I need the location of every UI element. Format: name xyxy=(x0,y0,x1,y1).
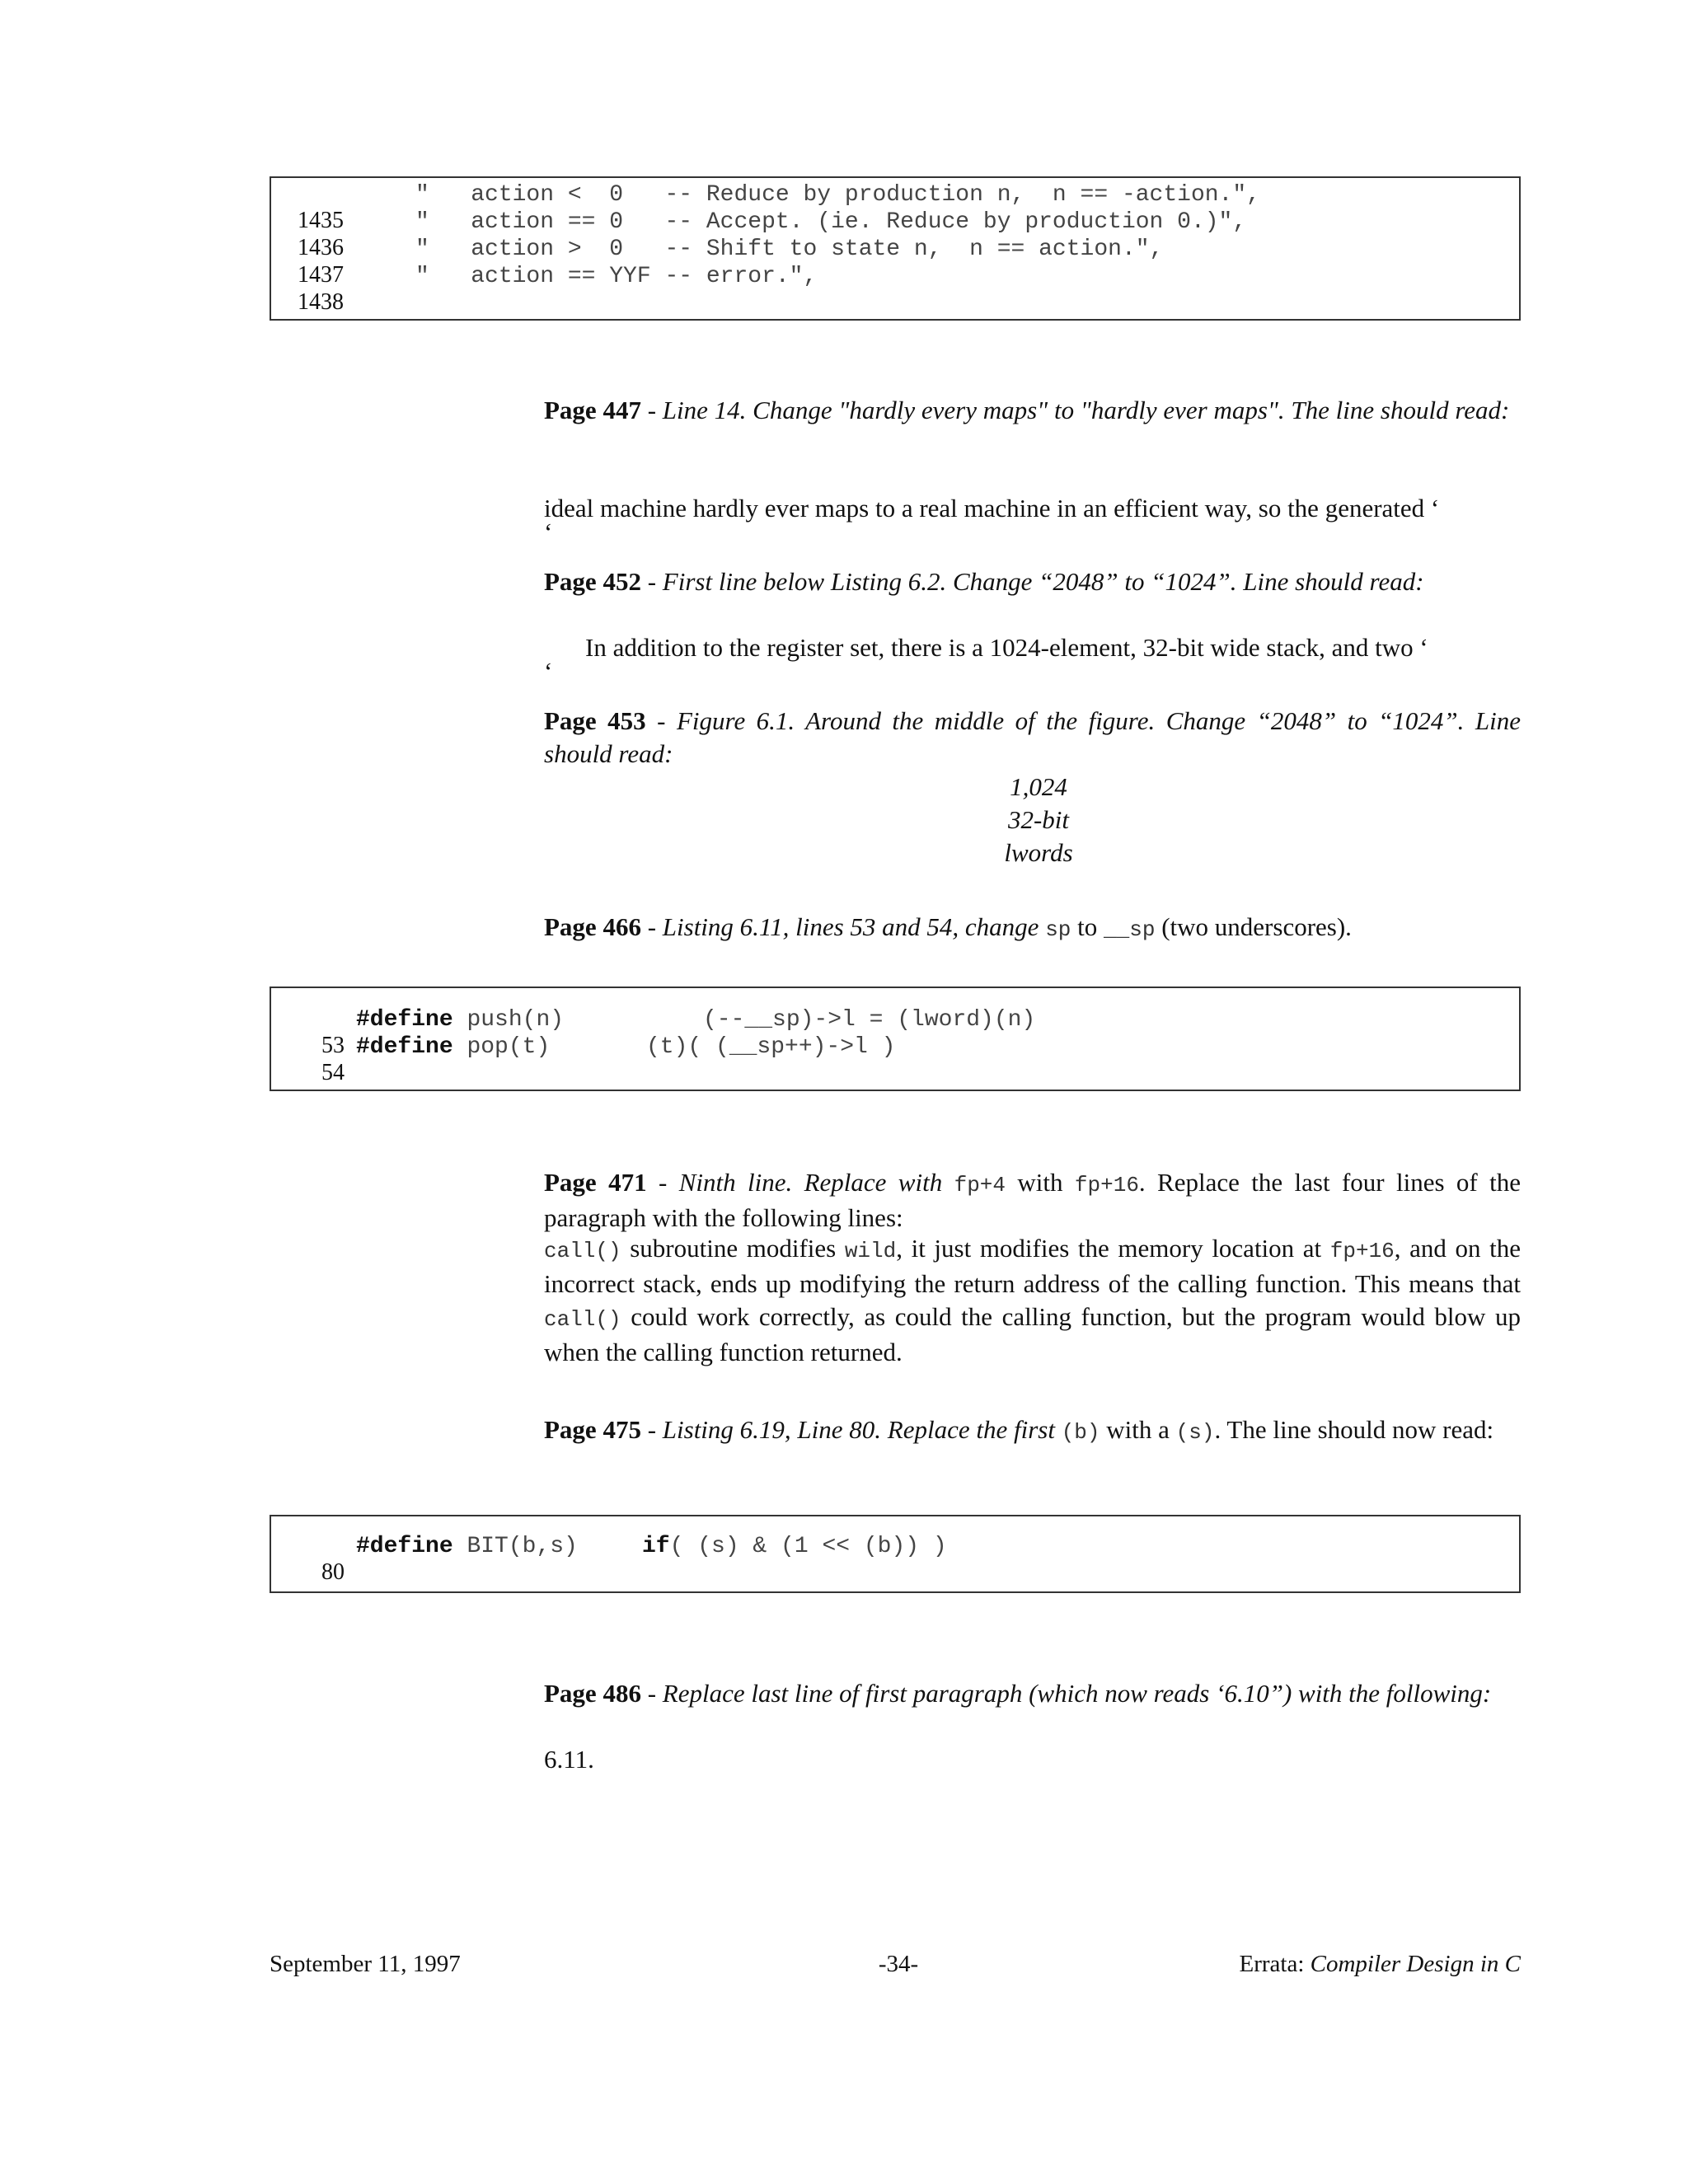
line-number: 53 xyxy=(321,1033,345,1058)
erratum-page-447 xyxy=(544,394,1521,427)
instruction: Listing 6.11, lines 53 and 54, change xyxy=(662,912,1046,941)
page-reference: Page 447 xyxy=(544,396,641,424)
paragraph-text: , it just modifies the memory location at xyxy=(896,1234,1330,1263)
macro-name: pop(t) xyxy=(467,1034,551,1060)
line-number: 1435 xyxy=(298,208,344,233)
figure-line: 1,024 xyxy=(1010,772,1067,801)
macro-body: (--__sp)->l = (lword)(n) xyxy=(703,1007,1036,1033)
book-title: Compiler Design in C xyxy=(1310,1951,1521,1977)
separator: - xyxy=(640,567,663,596)
page-reference: Page 453 xyxy=(544,706,646,735)
macro-name: push(n) xyxy=(467,1007,565,1033)
footer-book-title xyxy=(1239,1949,1521,1979)
line-number: 1437 xyxy=(298,262,344,288)
line-number: 1438 xyxy=(298,289,344,315)
paragraph-text: could work correctly, as could the calling function, but the program would blow up when the calling function returned. xyxy=(544,1302,1521,1366)
figure-label xyxy=(956,771,1121,869)
code-snippet: __sp xyxy=(1104,917,1156,942)
erratum-page-486 xyxy=(544,1677,1521,1710)
macro-name: BIT(b,s) xyxy=(467,1534,578,1559)
corrected-text xyxy=(544,631,1521,686)
errata-label: Errata: xyxy=(1239,1951,1311,1977)
separator: - xyxy=(640,1679,663,1708)
erratum-page-471 xyxy=(544,1166,1521,1235)
page-reference: Page 486 xyxy=(544,1679,641,1708)
code-snippet: call() xyxy=(544,1307,621,1332)
connector: with xyxy=(1006,1168,1075,1197)
instruction: Ninth line. Replace with xyxy=(678,1168,954,1197)
footer-page-number: -34- xyxy=(878,1951,919,1977)
connector: to xyxy=(1071,912,1104,941)
line-number: 54 xyxy=(321,1060,345,1085)
separator: - xyxy=(645,706,677,735)
page-reference: Page 452 xyxy=(544,567,641,596)
figure-line: lwords xyxy=(1004,838,1073,867)
paragraph-text: subroutine modifies xyxy=(621,1234,845,1263)
code-snippet: (s) xyxy=(1175,1420,1215,1445)
code-snippet: (b) xyxy=(1061,1420,1100,1445)
erratum-page-453 xyxy=(544,705,1521,771)
code-text: " action > 0 -- Shift to state n, n == action.", xyxy=(415,237,1164,262)
separator: - xyxy=(640,1415,663,1444)
instruction: Listing 6.19, Line 80. Replace the first xyxy=(662,1415,1062,1444)
macro-body: (t)( (__sp++)->l ) xyxy=(646,1034,896,1060)
erratum-page-466 xyxy=(544,911,1521,946)
page-reference: Page 475 xyxy=(544,1415,641,1444)
code-line xyxy=(274,261,344,343)
code-listing-1435 xyxy=(270,176,1521,321)
code-snippet: fp+4 xyxy=(954,1173,1006,1197)
corrected-text xyxy=(544,492,1521,546)
instruction: Figure 6.1. Around the middle of the figure. Change “2048” to “1024”. Line should read: xyxy=(544,706,1522,768)
separator: - xyxy=(640,396,663,424)
instruction: Line 14. Change "hardly every maps" to "hardly ever maps". The line should read: xyxy=(662,396,1510,424)
instruction: First line below Listing 6.2. Change “2048” to “1024”. Line should read: xyxy=(662,567,1424,596)
code-text: " action == 0 -- Accept. (ie. Reduce by production 0.)", xyxy=(415,209,1247,235)
corrected-line: ideal machine hardly ever maps to a real machine in an efficient way, so the generated ‘ xyxy=(544,494,1440,523)
code-snippet: call() xyxy=(544,1239,621,1263)
keyword: if xyxy=(642,1534,670,1559)
code-snippet: wild xyxy=(844,1239,897,1263)
paragraph-text: , and on the incorrect stack, ends up modifying the return address of the calling function. This means that xyxy=(544,1234,1521,1298)
separator: - xyxy=(646,1168,679,1197)
code-snippet: sp xyxy=(1045,917,1071,942)
instruction-rest: . Replace the last four lines of the paragraph with the following lines: xyxy=(544,1168,1521,1232)
code-text: " action == YYF -- error.", xyxy=(415,264,818,289)
line-number: 1436 xyxy=(298,235,344,260)
code-snippet: fp+16 xyxy=(1329,1239,1395,1263)
instruction-rest: . The line should now read: xyxy=(1214,1415,1494,1444)
macro-body: ( (s) & (1 << (b)) ) xyxy=(669,1534,947,1559)
code-text: " action < 0 -- Reduce by production n, n == -action.", xyxy=(415,182,1260,208)
corrected-line-tail: ‘ xyxy=(544,518,553,546)
corrected-line-tail: ‘ xyxy=(544,657,553,686)
line-number: 80 xyxy=(321,1559,345,1585)
code-snippet: fp+16 xyxy=(1074,1173,1139,1197)
keyword: #define xyxy=(356,1034,453,1060)
separator: - xyxy=(640,912,663,941)
code-listing-53-54 xyxy=(270,987,1521,1091)
code-listing-80 xyxy=(270,1515,1521,1593)
page-reference: Page 466 xyxy=(544,912,641,941)
erratum-page-452 xyxy=(544,565,1521,598)
keyword: #define xyxy=(356,1534,453,1559)
suffix: (two underscores). xyxy=(1155,912,1352,941)
corrected-line: In addition to the register set, there is a 1024-element, 32-bit wide stack, and two ‘ xyxy=(585,633,1428,662)
connector: with a xyxy=(1100,1415,1176,1444)
footer-date: September 11, 1997 xyxy=(270,1951,461,1977)
instruction: Replace last line of first paragraph (which now reads ‘6.10”) with the following: xyxy=(662,1679,1492,1708)
figure-line: 32-bit xyxy=(1007,805,1070,834)
keyword: #define xyxy=(356,1007,453,1033)
erratum-page-475 xyxy=(544,1413,1521,1449)
replacement-paragraph xyxy=(544,1232,1521,1369)
corrected-text: 6.11. xyxy=(544,1745,594,1774)
page-reference: Page 471 xyxy=(544,1168,647,1197)
